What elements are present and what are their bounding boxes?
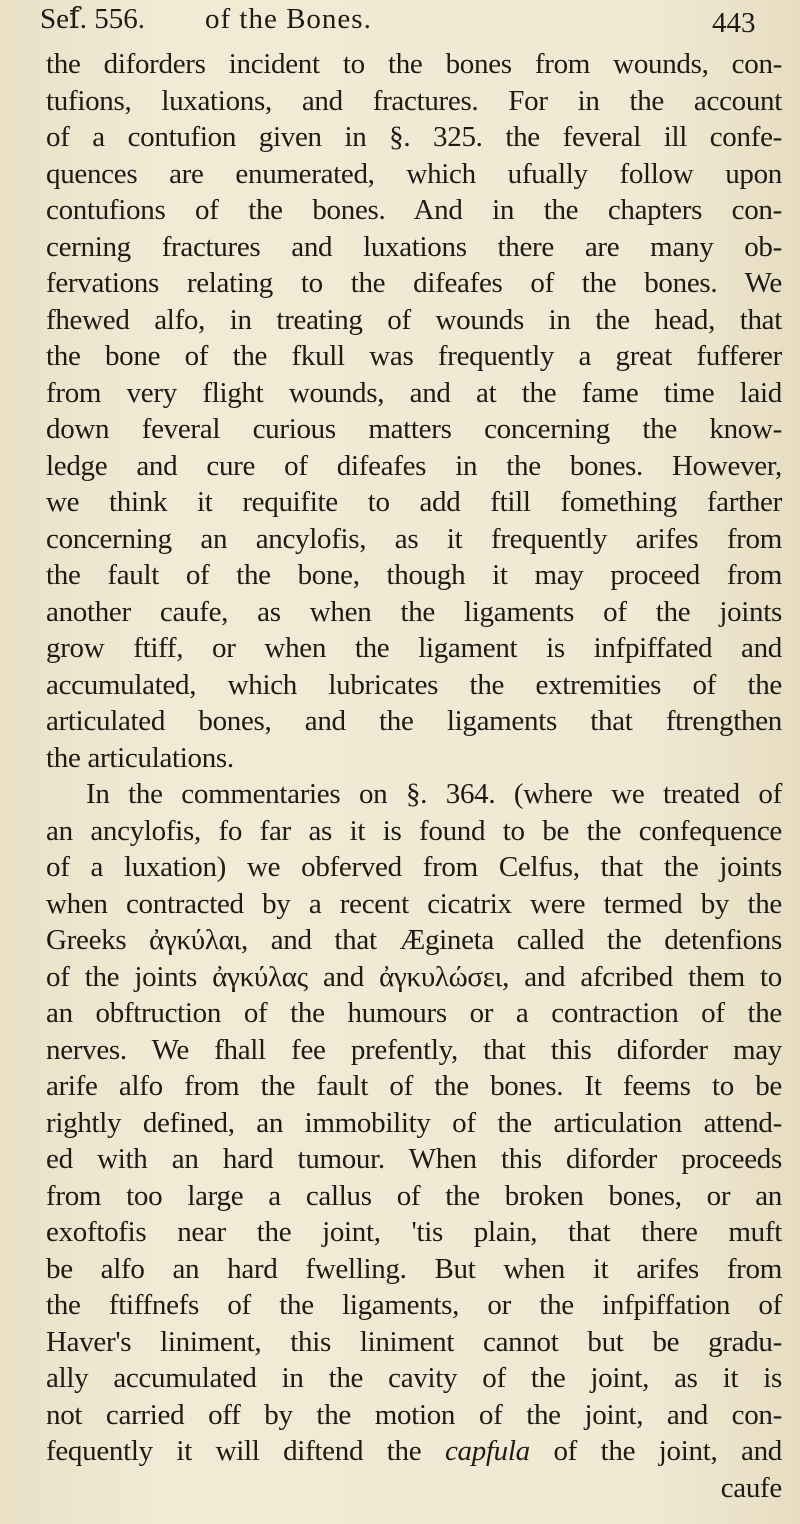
text-line: contufions of the bones. And in the chapters con- xyxy=(46,194,782,226)
text-line: exoftofis near the joint, 'tis plain, that there muft xyxy=(46,1216,782,1248)
text-line: arife alfo from the fault of the bones. It feems to be xyxy=(46,1070,782,1102)
text-line: ed with an hard tumour. When this diforder proceeds xyxy=(46,1143,782,1175)
text-line: ledge and cure of difeafes in the bones. However, xyxy=(46,449,782,482)
text-line: we think it requifite to add ftill fomething farther xyxy=(46,486,782,518)
text-line: articulated bones, and the ligaments that ftrengthen xyxy=(46,705,782,737)
catchword: caufe xyxy=(720,1471,782,1504)
text-line: grow ftiff, or when the ligament is infpiffated and xyxy=(46,632,782,664)
text-line: quences are enumerated, which ufually follow upon xyxy=(46,157,782,190)
text-line: the bone of the fkull was frequently a great fufferer xyxy=(46,340,782,372)
text-line: an ancylofis, fo far as it is found to be the confequence xyxy=(46,814,782,847)
page-number: 443 xyxy=(712,7,756,39)
text-line: an obftruction of the humours or a contraction of the xyxy=(46,997,782,1029)
text-line: the fault of the bone, though it may proceed from xyxy=(46,559,782,591)
text-line: concerning an ancylofis, as it frequently arifes from xyxy=(46,522,782,555)
text-line: Haver's liniment, this liniment cannot but be gradu- xyxy=(46,1325,782,1358)
text-line: cerning fractures and luxations there are many ob- xyxy=(46,230,782,263)
text-line: fhewed alfo, in treating of wounds in the head, that xyxy=(46,303,782,336)
text-line: the articulations. xyxy=(46,741,234,774)
text-line: from too large a callus of the broken bones, or an xyxy=(46,1179,782,1212)
text-line: down feveral curious matters concerning the know- xyxy=(46,413,782,445)
text-line: of a contufion given in §. 325. the feveral ill confe- xyxy=(46,121,782,153)
text-line: ally accumulated in the cavity of the joint, as it is xyxy=(46,1362,782,1394)
text-line: when contracted by a recent cicatrix were termed by the xyxy=(46,887,782,920)
text-line: of a luxation) we obferved from Celfus, that the joints xyxy=(46,851,782,883)
section-heading: Seẝ. 556. xyxy=(40,3,145,35)
text-line: from very flight wounds, and at the fame time laid xyxy=(46,376,782,409)
text-line: the ftiffnefs of the ligaments, or the infpiffation of xyxy=(46,1289,782,1321)
text-line: tufions, luxations, and fractures. For in the account xyxy=(46,84,782,117)
text-line xyxy=(46,1433,782,1470)
text-line: rightly defined, an immobility of the articulation attend- xyxy=(46,1106,782,1139)
text-line: Greeks ἀγκύλαι, and that Ægineta called the detenfions xyxy=(46,924,782,956)
text-line: fervations relating to the difeafes of the bones. We xyxy=(46,267,782,299)
text-line: In the commentaries on §. 364. (where we treated of xyxy=(86,778,782,810)
running-title: of the Bones. xyxy=(205,3,372,35)
text-line: accumulated, which lubricates the extremities of the xyxy=(46,668,782,701)
text-line: of the joints ἀγκύλας and ἀγκυλώσει, and afcribed them to xyxy=(46,960,782,993)
text-line: nerves. We fhall fee prefently, that this diforder may xyxy=(46,1033,782,1066)
italic-term: capfula xyxy=(444,1435,530,1467)
text-line: another caufe, as when the ligaments of the joints xyxy=(46,595,782,628)
text-segment: fequently it will diftend the xyxy=(46,1435,445,1467)
text-line: be alfo an hard fwelling. But when it arifes from xyxy=(46,1252,782,1285)
text-line: the diforders incident to the bones from wounds, con- xyxy=(46,48,782,80)
body-text xyxy=(46,46,782,1506)
text-segment: of the joint, and xyxy=(529,1435,782,1467)
text-line: not carried off by the motion of the joint, and con- xyxy=(46,1398,782,1431)
